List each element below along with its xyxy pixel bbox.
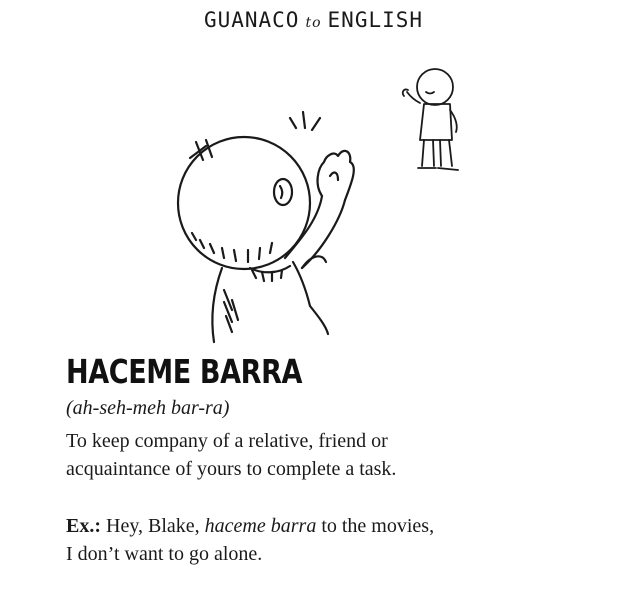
example-text: Hey, Blake, [101, 515, 205, 537]
waving-person-icon [178, 112, 354, 342]
header-left: GUANACO [203, 8, 300, 32]
example-line: I don’t want to go alone. [66, 543, 263, 565]
entry-term: HACEME BARRA [66, 352, 303, 391]
example-emphasis: haceme barra [204, 515, 317, 537]
definition-line: To keep company of a relative, friend or [66, 430, 388, 452]
definition-line: acquaintance of yours to complete a task. [66, 458, 397, 480]
entry-definition [66, 427, 586, 483]
example-line [66, 512, 606, 540]
header-middle: to [305, 15, 322, 31]
example-text: to the movies, [316, 515, 435, 537]
waving-person-small-icon [403, 69, 458, 170]
header-right: ENGLISH [327, 8, 424, 32]
entry-pronunciation: (ah-seh-meh bar-ra) [66, 397, 230, 419]
entry-example [66, 512, 606, 568]
example-label: Ex.: [66, 515, 101, 537]
